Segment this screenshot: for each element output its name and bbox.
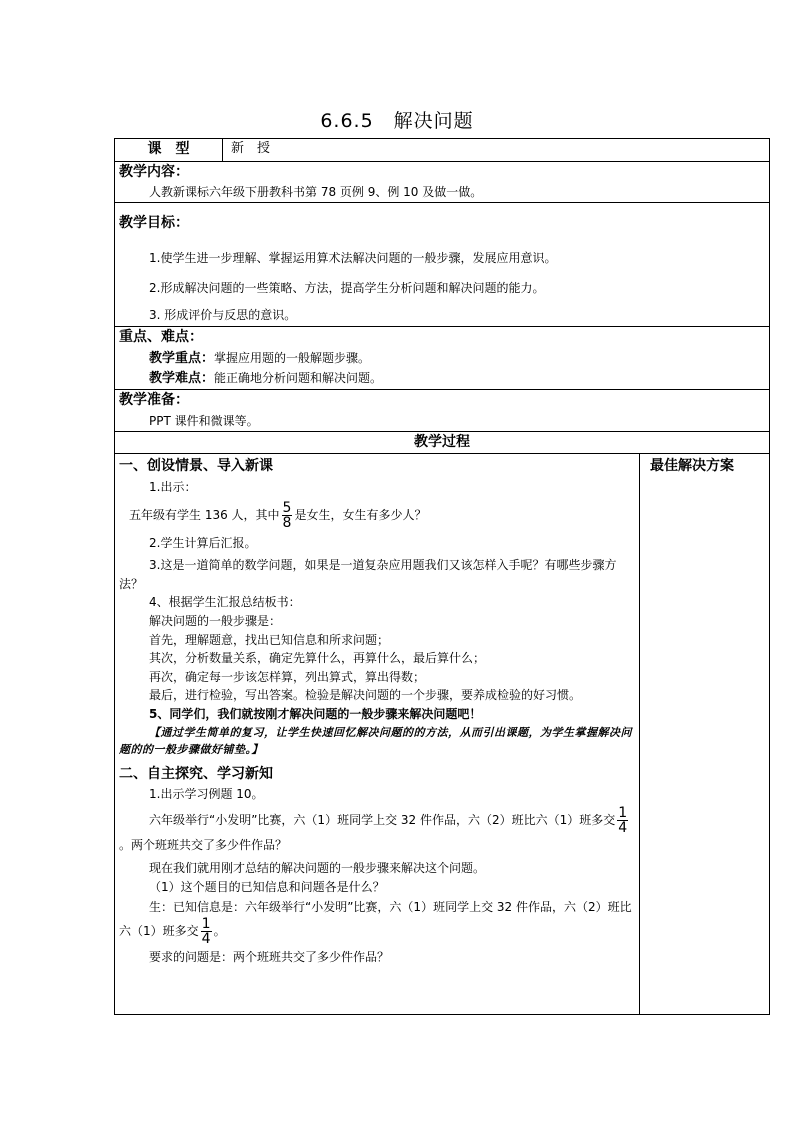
difficulty-text: 能正确地分析问题和解决问题。 — [214, 371, 383, 386]
section1-transition: 5、同学们，我们就按刚才解决问题的一般步骤来解决问题吧！ — [149, 707, 482, 721]
lesson-type-value: 新 授 — [223, 139, 770, 162]
lesson-type-label: 课 型 — [115, 139, 223, 162]
content-row — [115, 161, 770, 202]
objective-item: 3. 形成评价与反思的意识。 — [149, 307, 297, 322]
objective-item: 1.使学生进一步理解、掌握运用算术法解决问题的一般步骤，发展应用意识。 — [149, 250, 557, 265]
section1-show: 1.出示： — [149, 480, 197, 495]
objectives-row — [115, 202, 770, 326]
best-solution-heading: 最佳解决方案 — [640, 454, 770, 1015]
section1-note: 【通过学生简单的复习，让学生快速回忆解决问题的的方法，从而引出课题，为学生掌握解决问题的的一般步骤做好铺垫。】 — [119, 725, 632, 756]
section2-asked: 要求的问题是：两个班班共交了多少件作品？ — [149, 949, 390, 964]
content-text: 人教新课标六年级下册教科书第 78 页例 9、例 10 及做一做。 — [149, 185, 483, 200]
key-points-row — [115, 327, 770, 390]
step-item: 最后，进行检验，写出答案。检验是解决问题的一个步骤，要养成检验的好习惯。 — [149, 688, 582, 703]
process-heading-row — [115, 431, 770, 454]
section1-heading: 一、创设情景、导入新课 — [119, 458, 273, 475]
section2-answer: 生：已知信息是：六年级举行“小发明”比赛，六（1）班同学上交 32 件作品，六（2）班比六（1）班多交 $\frac{1}{4}$ 。 — [119, 899, 632, 947]
fraction-5-8: $\frac{5}{8}$ — [282, 499, 292, 531]
section1-problem: 五年级有学生 136 人，其中 $\frac{5}{8}$ 是女生，女生有多少人？ — [129, 499, 427, 531]
lesson-type-row — [115, 139, 770, 162]
objective-item: 2.形成解决问题的一些策略、方法，提高学生分析问题和解决问题的能力。 — [149, 281, 545, 296]
fraction-1-4: $\frac{1}{4}$ — [618, 804, 628, 836]
step-item: 再次，确定每一步该怎样算，列出算式，算出得数； — [149, 669, 426, 684]
section1-steps-intro: 解决问题的一般步骤是： — [149, 614, 282, 629]
focus-text: 掌握应用题的一般解题步骤。 — [214, 351, 371, 366]
content-heading: 教学内容： — [119, 163, 189, 180]
step-item: 其次，分析数量关系，确定先算什么，再算什么，最后算什么； — [149, 651, 486, 666]
section2-q1: （1）这个题目的已知信息和问题各是什么？ — [149, 879, 385, 894]
section2-show: 1.出示学习例题 10。 — [149, 787, 264, 802]
focus-label: 教学重点： — [149, 351, 215, 367]
preparation-text: PPT 课件和微课等。 — [149, 414, 259, 429]
difficulty-label: 教学难点： — [149, 371, 215, 387]
preparation-row — [115, 390, 770, 431]
section2-problem: 六年级举行“小发明”比赛，六（1）班同学上交 32 件作品，六（2）班比六（1）班多交 $\frac{1}{4}$ 。两个班班共交了多少件作品？ — [119, 804, 628, 852]
page-title: 6.6.5 解决问题 — [320, 110, 474, 132]
section1-summary: 4、根据学生汇报总结板书： — [149, 595, 301, 610]
objectives-heading: 教学目标： — [119, 214, 189, 231]
process-heading: 教学过程 — [115, 431, 770, 454]
section2-now: 现在我们就用刚才总结的解决问题的一般步骤来解决这个问题。 — [149, 861, 486, 876]
section1-question: 3.这是一道简单的数学问题，如果是一道复杂应用题我们又该怎样入手呢？有哪些步骤方法？ — [119, 558, 617, 591]
section1-report: 2.学生计算后汇报。 — [149, 535, 257, 550]
step-item: 首先，理解题意，找出已知信息和所求问题； — [149, 632, 390, 647]
fraction-1-4-answer: $\frac{1}{4}$ — [201, 915, 211, 947]
section2-heading: 二、自主探究、学习新知 — [119, 765, 273, 782]
process-body-row — [115, 454, 770, 1015]
preparation-heading: 教学准备： — [119, 392, 189, 409]
key-points-heading: 重点、难点： — [119, 329, 203, 346]
lesson-plan-table — [114, 138, 770, 1015]
